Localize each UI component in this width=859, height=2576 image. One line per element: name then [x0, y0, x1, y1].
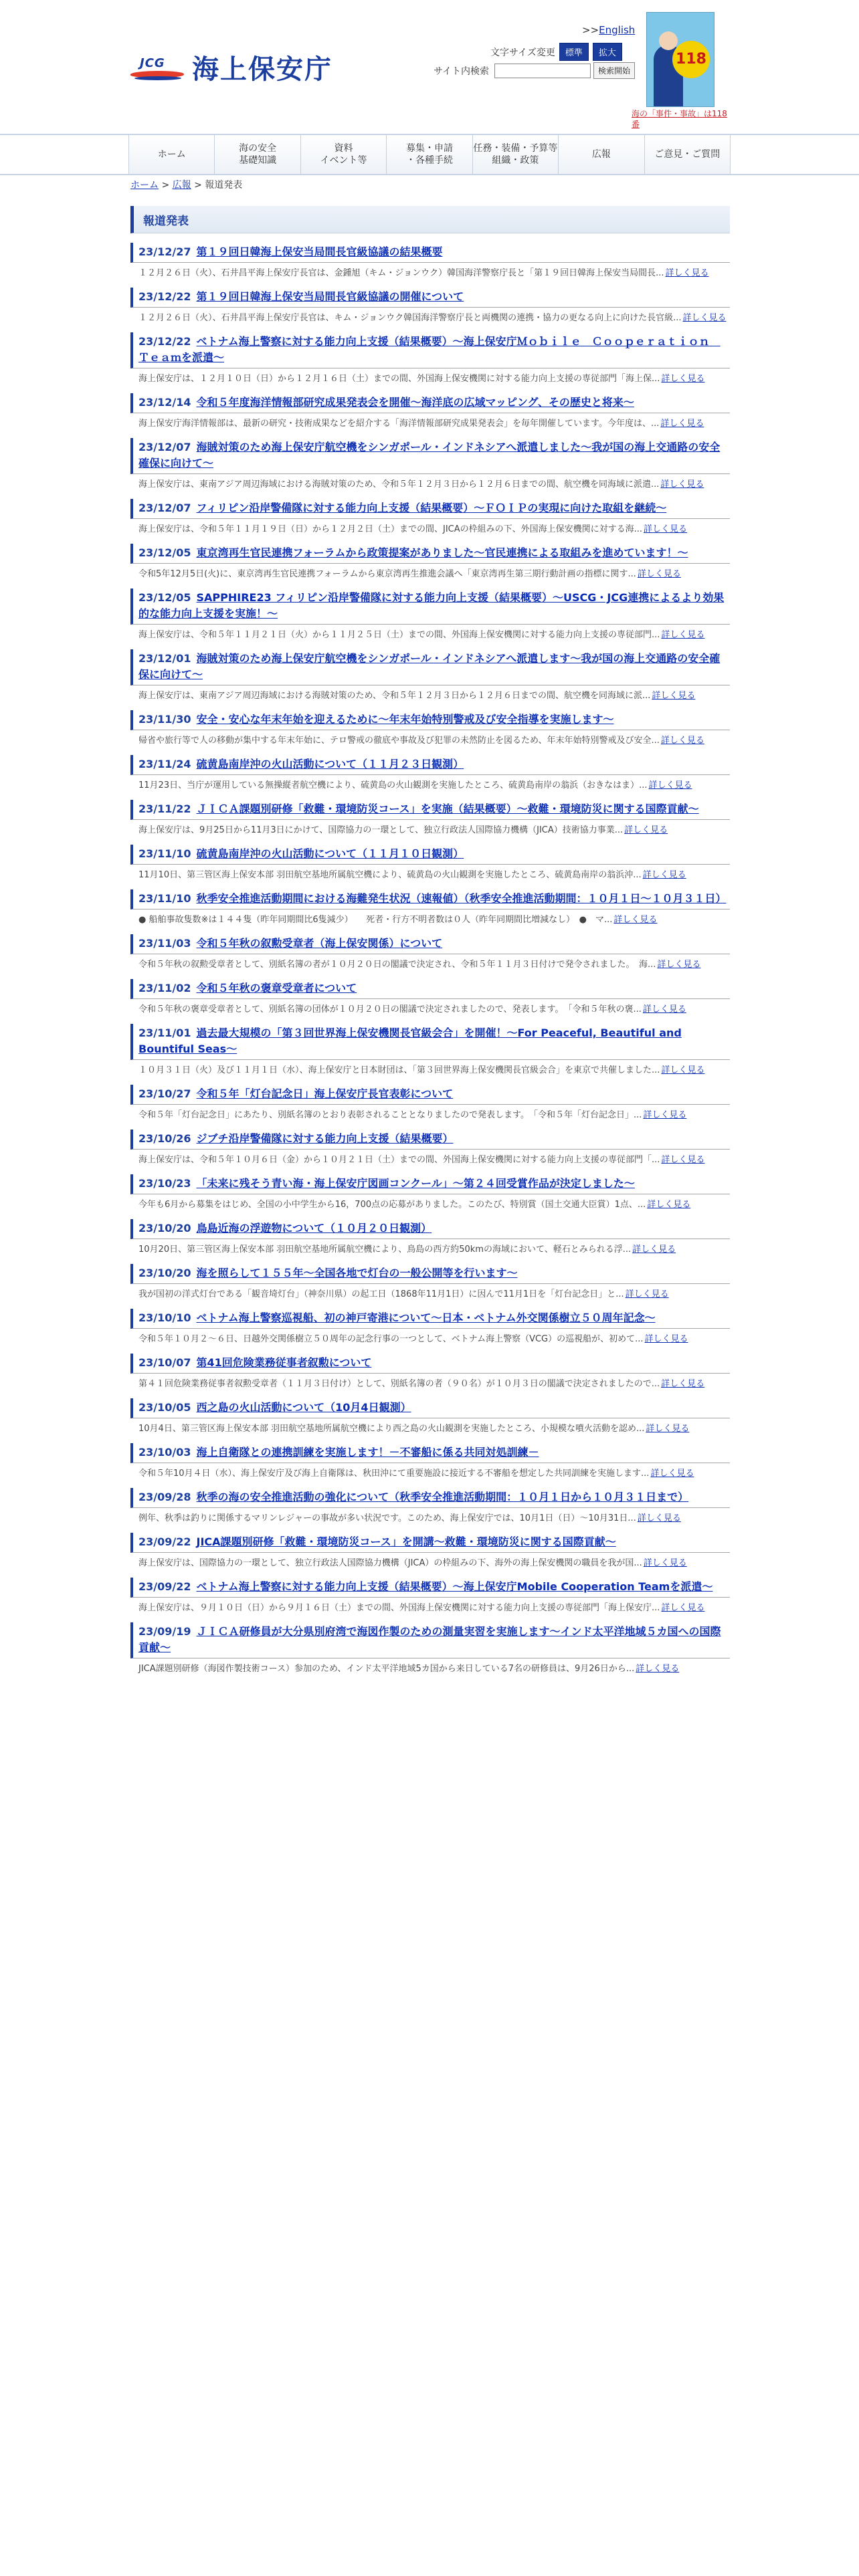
news-title-link[interactable]: 「未来に残そう青い海・海上保安庁図画コンクール」～第２４回受賞作品が決定しました～: [196, 1177, 635, 1190]
news-item: [130, 1578, 730, 1617]
news-date: 23/12/07: [138, 441, 191, 453]
font-large-button[interactable]: 拡大: [593, 43, 622, 61]
news-heading: [130, 1488, 730, 1508]
news-item: [130, 710, 730, 750]
news-summary-block: [130, 413, 730, 433]
news-title-link[interactable]: 過去最大規模の「第３回世界海上保安機関長官級会合」を開催！～For Peaceful, Beautiful and Bountiful Seas～: [138, 1027, 682, 1055]
news-title-link[interactable]: ＪＩＣＡ研修員が大分県別府湾で海図作製のための測量実習を実施します～インド太平洋地域５カ国への国際貢献～: [138, 1625, 721, 1654]
news-summary: 我が国初の洋式灯台である「観音埼灯台」（神奈川県）の起工日（1868年11月1日）に因んで11月1日を「灯台記念日」と...: [138, 1289, 624, 1299]
news-item: [130, 1219, 730, 1259]
news-summary-block: [130, 1194, 730, 1214]
global-nav-items: [128, 135, 731, 174]
read-more-link[interactable]: 詳しく見る: [650, 1469, 694, 1479]
news-summary-block: [130, 263, 730, 282]
news-summary-block: [130, 564, 730, 583]
news-heading: [130, 889, 730, 909]
search-label: サイト内検索: [434, 66, 490, 77]
news-title-link[interactable]: 令和５年「灯台記念日」海上保安庁長官表彰について: [196, 1087, 454, 1100]
news-item: [130, 755, 730, 794]
news-summary: 令和５年秋の褒章受章者として、別紙名簿の団体が１０月２０日の閣議で決定されましたので、発表します。 「令和５年秋の褒...: [138, 1004, 642, 1014]
english-link-area: [582, 24, 635, 36]
logo-mark-text: JCG: [140, 56, 165, 70]
news-date: 23/10/03: [138, 1446, 191, 1459]
nav-item-6[interactable]: ご意見・ご質問: [644, 135, 731, 174]
logo-swoosh-blue: [134, 76, 182, 80]
news-summary-block: [130, 865, 730, 884]
news-heading: [130, 800, 730, 820]
news-summary: 海上保安庁は、令和５年１１月１９日（日）から１２月２日（土）までの間、JICAの枠組みの下、外国海上保安機関に対する海...: [138, 524, 643, 534]
news-title-link[interactable]: ベトナム海上警察に対する能力向上支援（結果概要）～海上保安庁Ｍｏｂｉｌｅ Ｃｏｏｐｅｒａｔｉｏｎ Ｔｅａｍを派遣～: [138, 335, 721, 364]
breadcrumb-pr[interactable]: 広報: [172, 180, 191, 191]
read-more-link[interactable]: 詳しく見る: [661, 1379, 705, 1389]
news-summary: 令和5年12月5日(火)に、東京湾再生官民連携フォーラムから東京湾再生推進会議へ「東京湾再生第三期行動計画の指標に関す...: [138, 569, 636, 579]
news-summary: 海上保安庁は、９月１０日（日）から９月１６日（土）までの間、外国海上保安機関に対する能力向上支援の専従部門「海上保安庁...: [138, 1603, 660, 1613]
read-more-link[interactable]: 詳しく見る: [643, 1110, 687, 1120]
news-item: [130, 1174, 730, 1214]
news-item: [130, 649, 730, 705]
news-date: 23/11/22: [138, 802, 191, 815]
read-more-link[interactable]: 詳しく見る: [661, 1155, 705, 1165]
news-date: 23/11/02: [138, 982, 191, 994]
news-title-link[interactable]: 令和５年秋の叙勲受章者（海上保安関係）について: [196, 937, 443, 950]
news-title-link[interactable]: 令和５年秋の褒章受章者について: [196, 982, 357, 994]
section-title: 報道発表: [130, 206, 730, 233]
news-summary-block: [130, 1329, 730, 1348]
breadcrumb: [130, 178, 242, 191]
news-list: [130, 243, 730, 1678]
news-summary-block: [130, 999, 730, 1018]
logo-text: 海上保安庁: [192, 54, 332, 85]
news-item: [130, 1443, 730, 1483]
news-summary-block: [130, 1463, 730, 1483]
news-summary: １２月２６日（火）、石井昌平海上保安庁長官は、キム・ジョンウク韓国海洋警察庁長と両機関の連携・協力の更なる向上に向けた長官級...: [138, 313, 682, 323]
news-item: [130, 393, 730, 433]
news-date: 23/11/10: [138, 847, 191, 860]
news-heading: [130, 934, 730, 954]
news-date: 23/10/07: [138, 1356, 191, 1369]
nav-item-0[interactable]: ホーム: [128, 135, 214, 174]
news-date: 23/10/26: [138, 1132, 191, 1145]
read-more-link[interactable]: 詳しく見る: [648, 780, 692, 790]
read-more-link[interactable]: 詳しく見る: [646, 1424, 690, 1434]
news-heading: [130, 1174, 730, 1194]
news-heading: [130, 1264, 730, 1284]
site-search: [434, 62, 635, 79]
news-item: [130, 1024, 730, 1079]
emergency-118-poster[interactable]: [646, 12, 714, 107]
breadcrumb-sep: >: [191, 180, 205, 191]
news-heading: [130, 332, 730, 368]
news-summary-block: [130, 308, 730, 327]
news-title-link[interactable]: フィリピン沿岸警備隊に対する能力向上支援（結果概要）～ＦＯＩＰの実現に向けた取組を継続～: [196, 502, 667, 514]
news-item: [130, 1309, 730, 1348]
news-summary-block: [130, 775, 730, 794]
search-input[interactable]: [494, 64, 591, 78]
news-summary-block: [130, 685, 730, 705]
news-item: [130, 499, 730, 538]
news-item: [130, 845, 730, 884]
news-date: 23/12/07: [138, 502, 191, 514]
news-date: 23/11/10: [138, 892, 191, 905]
news-heading: [130, 499, 730, 519]
news-summary: 海上保安庁は、１２月１０日（日）から１２月１６日（土）までの間、外国海上保安機関に対する能力向上支援の専従部門「海上保...: [138, 374, 660, 384]
news-date: 23/09/19: [138, 1625, 191, 1638]
news-summary: 10月20日、第三管区海上保安本部 羽田航空基地所属航空機により、鳥島の西方約50kmの海域において、軽石とみられる浮...: [138, 1245, 632, 1255]
news-item: [130, 1085, 730, 1124]
news-title-link[interactable]: 第１９回日韓海上保安当局間長官級協議の開催について: [196, 290, 464, 303]
news-item: [130, 1533, 730, 1572]
news-summary-block: [130, 1374, 730, 1393]
news-summary: 令和５年10月４日（水）、海上保安庁及び海上自衛隊は、秋田沖にて重要施設に接近する不審船を想定した共同訓練を実施します...: [138, 1469, 650, 1479]
global-nav: [0, 134, 859, 175]
news-heading: [130, 1309, 730, 1329]
font-size-label: 文字サイズ変更: [490, 47, 555, 58]
news-title-link[interactable]: 海を照らして１５５年～全国各地で灯台の一般公開等を行います～: [196, 1267, 518, 1279]
news-summary: 海上保安庁は、令和５年１１月２１日（火）から１１月２５日（土）までの間、外国海上保安機関に対する能力向上支援の専従部門...: [138, 630, 660, 640]
news-heading: [130, 845, 730, 865]
news-heading: [130, 288, 730, 308]
news-item: [130, 1488, 730, 1527]
read-more-link[interactable]: 詳しく見る: [642, 1004, 686, 1014]
news-summary: 令和５年「灯台記念日」にあたり、別紙名簿のとおり表彰されることとなりましたので発表します。 「令和５年「灯台記念日」...: [138, 1110, 642, 1120]
read-more-link[interactable]: 詳しく見る: [660, 479, 704, 490]
news-summary: 11月23日、当庁が運用している無操縦者航空機により、硫黄島の火山観測を実施したところ、硫黄島南岸の翁浜（おきなはま）...: [138, 780, 648, 790]
read-more-link[interactable]: 詳しく見る: [637, 1513, 681, 1523]
read-more-link[interactable]: 詳しく見る: [632, 1245, 676, 1255]
news-summary: 令和５年１０月２～６日、日越外交関係樹立５０周年の記念行事の一つとして、ベトナム海上警察（VCG）の巡視船が、初めて...: [138, 1334, 644, 1344]
news-summary-block: [130, 519, 730, 538]
site-logo[interactable]: [130, 48, 332, 86]
read-more-link[interactable]: 詳しく見る: [613, 915, 658, 925]
news-item: [130, 800, 730, 839]
read-more-link[interactable]: 詳しく見る: [652, 691, 696, 701]
news-summary-block: [130, 909, 730, 929]
news-date: 23/11/24: [138, 758, 191, 770]
poster-caption-link[interactable]: 海の「事件・事故」は118番: [632, 109, 727, 129]
news-item: [130, 1398, 730, 1438]
read-more-link[interactable]: 詳しく見る: [660, 419, 704, 429]
read-more-link[interactable]: 詳しく見る: [643, 1558, 687, 1568]
news-summary-block: [130, 1598, 730, 1617]
news-summary: 帰省や旅行等で人の移動が集中する年末年始に、テロ警戒の徹底や事故及び犯罪の未然防止を図るため、年末年始特別警戒及び安全...: [138, 736, 660, 746]
news-summary: 海上保安庁海洋情報部は、最新の研究・技術成果などを紹介する「海洋情報部研究成果発表会」を毎年開催しています。今年度は、...: [138, 419, 660, 429]
news-item: [130, 332, 730, 388]
news-summary: 海上保安庁は、国際協力の一環として、独立行政法人国際協力機構（JICA）の枠組みの下、海外の海上保安機関の職員を我が国...: [138, 1558, 642, 1568]
news-summary: 海上保安庁は、東南アジア周辺海域における海賊対策のため、令和５年１２月３日から１２月６日までの間、航空機を同海域に派...: [138, 691, 651, 701]
read-more-link[interactable]: 詳しく見る: [682, 313, 727, 323]
news-heading: [130, 1398, 730, 1418]
news-summary-block: [130, 730, 730, 750]
news-summary-block: [130, 1508, 730, 1527]
news-summary-block: [130, 474, 730, 494]
news-title-link[interactable]: ベトナム海上警察に対する能力向上支援（結果概要）～海上保安庁Mobile Cooperation Teamを派遣～: [196, 1580, 713, 1593]
news-title-link[interactable]: 海賊対策のため海上保安庁航空機をシンガポール・インドネシアへ派遣します～我が国の海上交通路の安全確保に向けて～: [138, 652, 721, 681]
jcg-logo-mark: [130, 52, 184, 83]
news-title-link[interactable]: 海賊対策のため海上保安庁航空機をシンガポール・インドネシアへ派遣しました～我が国の海上交通路の安全確保に向けて～: [138, 441, 721, 469]
news-title-link[interactable]: 秋季の海の安全推進活動の強化について（秋季安全推進活動期間：１０月１日から１０月３１日まで）: [196, 1491, 689, 1503]
news-date: 23/12/05: [138, 546, 191, 559]
news-item: [130, 1354, 730, 1393]
read-more-link[interactable]: 詳しく見る: [661, 374, 705, 384]
nav-item-4[interactable]: 任務・装備・予算等 組織・政策: [472, 135, 558, 174]
news-heading: [130, 649, 730, 685]
news-summary-block: [130, 1105, 730, 1124]
news-summary: 今年も6月から募集をはじめ、全国の小中学生から16，700点の応募がありました。このたび、特別賞（国土交通大臣賞）1点、...: [138, 1200, 646, 1210]
news-summary: １０月３１日（火）及び１１月１日（水）、海上保安庁と日本財団は、「第３回世界海上保安機関長官級会合」を東京で共催しました...: [138, 1065, 660, 1075]
news-title-link[interactable]: ベトナム海上警察巡視船、初の神戸寄港について～日本・ベトナム外交関係樹立５０周年記念～: [196, 1311, 656, 1324]
news-heading: [130, 710, 730, 730]
read-more-link[interactable]: 詳しく見る: [624, 825, 668, 835]
read-more-link[interactable]: 詳しく見る: [625, 1289, 669, 1299]
news-date: 23/12/05: [138, 591, 191, 604]
news-heading: [130, 1024, 730, 1060]
search-button[interactable]: 検索開始: [593, 62, 635, 79]
news-date: 23/11/03: [138, 937, 191, 950]
news-summary: 11月10日、第三管区海上保安本部 羽田航空基地所属航空機により、硫黄島の火山観測を実施したところ、硫黄島南岸の翁浜沖...: [138, 870, 642, 880]
news-summary-block: [130, 820, 730, 839]
read-more-link[interactable]: 詳しく見る: [665, 268, 709, 278]
news-item: [130, 243, 730, 282]
news-summary: 海上保安庁は、東南アジア周辺海域における海賊対策のため、令和５年１２月３日から１２月６日までの間、航空機を同海域に派遣...: [138, 479, 660, 490]
news-date: 23/12/22: [138, 335, 191, 348]
news-summary: 第４１回危険業務従事者叙勲受章者（１１月３日付け）として、別紙名簿の者（９０名）が１０月３日の閣議で決定されましたので...: [138, 1379, 660, 1389]
news-title-link[interactable]: JICA課題別研修「救難・環境防災コース」を開講～救難・環境防災に関する国際貢献～: [196, 1535, 616, 1548]
news-heading: [130, 1354, 730, 1374]
news-date: 23/12/27: [138, 245, 191, 258]
news-title-link[interactable]: ジブチ沿岸警備隊に対する能力向上支援（結果概要）: [196, 1132, 454, 1145]
news-date: 23/10/10: [138, 1311, 191, 1324]
news-summary: 海上保安庁は、令和５年１０月６日（金）から１０月２１日（土）までの間、外国海上保安機関に対する能力向上支援の専従部門「...: [138, 1155, 660, 1165]
nav-item-3[interactable]: 募集・申請 ・各種手続: [386, 135, 472, 174]
font-size-control: [490, 43, 622, 61]
news-heading: [130, 544, 730, 564]
poster-person-face: [659, 31, 678, 50]
news-summary: JICA課題別研修（海図作製技術コース）参加のため、インド太平洋地域5カ国から来日している7名の研修員は、9月26日から...: [138, 1664, 635, 1674]
news-date: 23/12/22: [138, 290, 191, 303]
news-date: 23/10/20: [138, 1222, 191, 1235]
read-more-link[interactable]: 詳しく見る: [661, 1065, 705, 1075]
read-more-link[interactable]: 詳しく見る: [661, 1603, 705, 1613]
breadcrumb-sep: >: [159, 180, 173, 191]
breadcrumb-home[interactable]: ホーム: [130, 180, 159, 191]
news-title-link[interactable]: 安全・安心な年末年始を迎えるために～年末年始特別警戒及び安全指導を実施します～: [196, 713, 614, 726]
news-title-link[interactable]: 硫黄島南岸沖の火山活動について（１１月２３日観測）: [196, 758, 464, 770]
news-summary-block: [130, 625, 730, 644]
news-date: 23/11/30: [138, 713, 191, 726]
poster-118-badge: 118: [672, 41, 710, 78]
news-date: 23/09/28: [138, 1491, 191, 1503]
nav-item-1[interactable]: 海の安全 基礎知識: [214, 135, 300, 174]
read-more-link[interactable]: 詳しく見る: [644, 524, 688, 534]
news-summary: 10月4日、第三管区海上保安本部 羽田航空基地所属航空機により西之島の火山観測を実施したところ、小規模な噴火活動を認め...: [138, 1424, 645, 1434]
news-date: 23/10/05: [138, 1401, 191, 1414]
news-summary-block: [130, 1658, 730, 1678]
news-summary: 例年、秋季は釣りに関係するマリンレジャーの事故が多い状況です。このため、海上保安庁では、10月1日（日）～10月31日...: [138, 1513, 636, 1523]
news-summary-block: [130, 954, 730, 974]
news-heading: [130, 979, 730, 999]
english-link[interactable]: English: [599, 24, 636, 36]
news-summary-block: [130, 1239, 730, 1259]
news-heading: [130, 1578, 730, 1598]
news-summary: 令和５年秋の叙勲受章者として、別紙名簿の者が１０月２０日の閣議で決定され、令和５年１１月３日付けで発令されました。 海...: [138, 960, 656, 970]
read-more-link[interactable]: 詳しく見る: [657, 960, 701, 970]
news-title-link[interactable]: 秋季安全推進活動期間における海難発生状況（速報値）（秋季安全推進活動期間：１０月１日～１０月３１日）: [196, 892, 727, 905]
news-item: [130, 979, 730, 1018]
news-item: [130, 1264, 730, 1303]
news-heading: [130, 438, 730, 474]
nav-item-2[interactable]: 資料 イベント等: [300, 135, 386, 174]
news-item: [130, 588, 730, 644]
news-heading: [130, 1219, 730, 1239]
news-heading: [130, 1533, 730, 1553]
news-summary-block: [130, 368, 730, 388]
news-date: 23/10/20: [138, 1267, 191, 1279]
read-more-link[interactable]: 詳しく見る: [636, 1664, 680, 1674]
news-item: [130, 1130, 730, 1169]
news-title-link[interactable]: 西之島の火山活動について（10月4日観測）: [196, 1401, 411, 1414]
read-more-link[interactable]: 詳しく見る: [642, 870, 686, 880]
news-item: [130, 1622, 730, 1678]
news-heading: [130, 1085, 730, 1105]
news-summary-block: [130, 1418, 730, 1438]
nav-item-5[interactable]: 広報: [558, 135, 644, 174]
news-summary-block: [130, 1553, 730, 1572]
news-summary-block: [130, 1150, 730, 1169]
news-heading: [130, 1443, 730, 1463]
font-standard-button[interactable]: 標準: [559, 43, 589, 61]
news-item: [130, 934, 730, 974]
news-date: 23/09/22: [138, 1535, 191, 1548]
news-summary: 海上保安庁は、9月25日から11月3日にかけて、国際協力の一環として、独立行政法人国際協力機構（JICA）技術協力事業...: [138, 825, 624, 835]
news-title-link[interactable]: ＪＩＣＡ課題別研修「救難・環境防災コース」を実施（結果概要）～救難・環境防災に関する国際貢献～: [196, 802, 699, 815]
news-title-link[interactable]: SAPPHIRE23 フィリピン沿岸警備隊に対する能力向上支援（結果概要）～USCG・JCG連携によるより効果的な能力向上支援を実施！～: [138, 591, 725, 620]
news-item: [130, 889, 730, 929]
news-summary: １２月２６日（火）、石井昌平海上保安庁長官は、金鍾旭（キム・ジョンウク）韓国海洋警察庁長と「第１９回日韓海上保安当局間長...: [138, 268, 664, 278]
site-header: [0, 0, 859, 134]
news-heading: [130, 393, 730, 413]
news-item: [130, 288, 730, 327]
news-item: [130, 438, 730, 494]
read-more-link[interactable]: 詳しく見る: [661, 630, 705, 640]
news-title-link[interactable]: 第41回危険業務従事者叙勲について: [196, 1356, 372, 1369]
read-more-link[interactable]: 詳しく見る: [647, 1200, 691, 1210]
news-summary-block: [130, 1060, 730, 1079]
news-heading: [130, 243, 730, 263]
main-content: [130, 206, 730, 1683]
read-more-link[interactable]: 詳しく見る: [660, 736, 704, 746]
read-more-link[interactable]: 詳しく見る: [637, 569, 681, 579]
news-title-link[interactable]: 鳥島近海の浮遊物について（１０月２０日観測）: [196, 1222, 432, 1235]
news-date: 23/12/14: [138, 396, 191, 409]
news-title-link[interactable]: 第１９回日韓海上保安当局間長官級協議の結果概要: [196, 245, 443, 258]
news-summary-block: [130, 1284, 730, 1303]
news-item: [130, 544, 730, 583]
news-title-link[interactable]: 東京湾再生官民連携フォーラムから政策提案がありました～官民連携による取組みを進めています！～: [196, 546, 688, 559]
news-heading: [130, 1130, 730, 1150]
english-prefix: >>: [582, 24, 599, 36]
news-heading: [130, 588, 730, 625]
news-date: 23/12/01: [138, 652, 191, 665]
news-title-link[interactable]: 海上自衛隊との連携訓練を実施します！－不審船に係る共同対処訓練－: [196, 1446, 539, 1459]
breadcrumb-current: 報道発表: [205, 180, 243, 191]
news-date: 23/09/22: [138, 1580, 191, 1593]
news-heading: [130, 1622, 730, 1658]
news-summary: ● 船舶事故隻数※は１４４隻（昨年同期間比6隻減少） 死者・行方不明者数は０人（昨年同期間比増減なし） ● マ...: [138, 915, 613, 925]
news-title-link[interactable]: 硫黄島南岸沖の火山活動について（１１月１０日観測）: [196, 847, 464, 860]
news-date: 23/11/01: [138, 1027, 191, 1039]
news-title-link[interactable]: 令和５年度海洋情報部研究成果発表会を開催～海洋底の広域マッピング、その歴史と将来～: [196, 396, 634, 409]
news-date: 23/10/23: [138, 1177, 191, 1190]
news-heading: [130, 755, 730, 775]
news-date: 23/10/27: [138, 1087, 191, 1100]
read-more-link[interactable]: 詳しく見る: [644, 1334, 688, 1344]
